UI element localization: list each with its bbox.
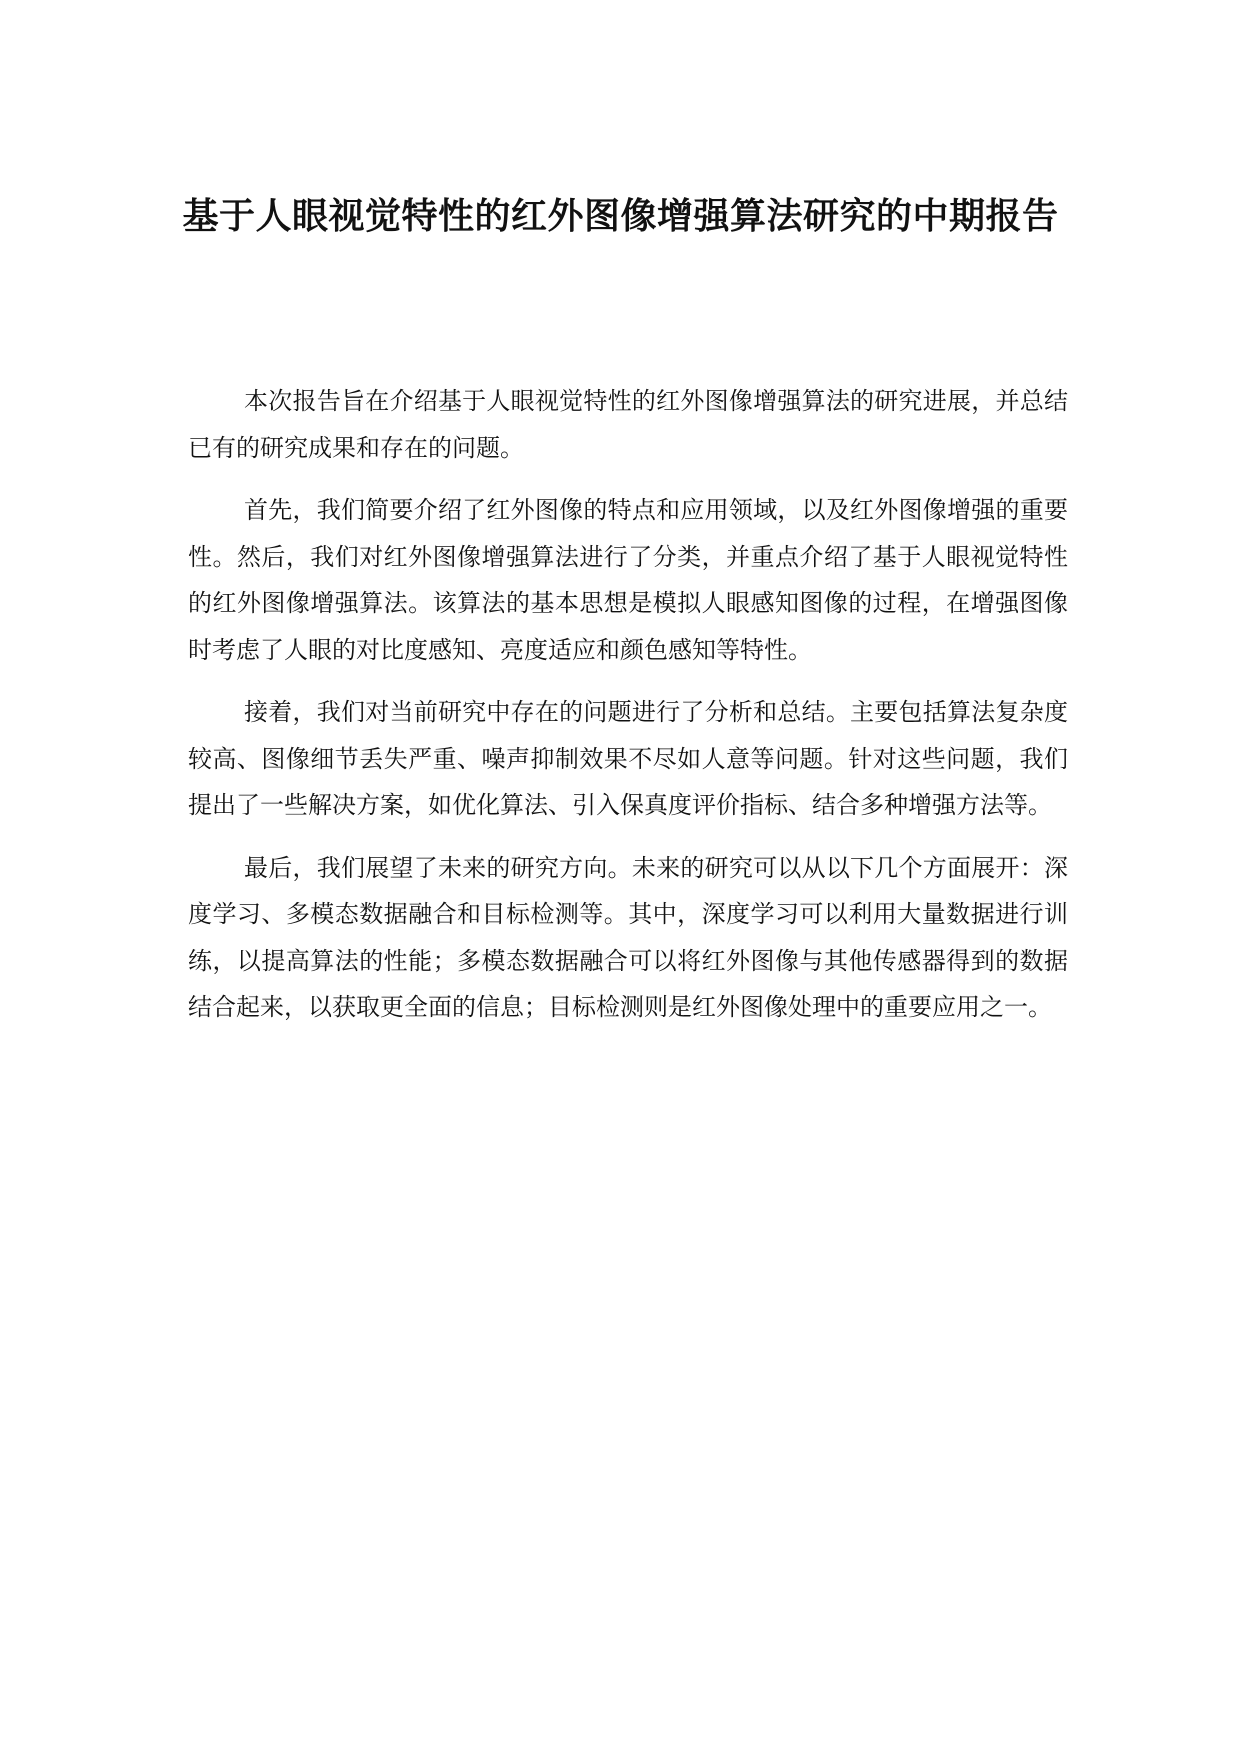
paragraph-background: 首先，我们简要介绍了红外图像的特点和应用领域，以及红外图像增强的重要性。然后，我们对红外图像增强算法进行了分类，并重点介绍了基于人眼视觉特性的红外图像增强算法。该算法的基本思想是模拟人眼感知图像的过程，在增强图像时考虑了人眼的对比度感知、亮度适应和颜色感知等特性。 (188, 496, 1068, 664)
paragraph-problems: 接着，我们对当前研究中存在的问题进行了分析和总结。主要包括算法复杂度较高、图像细节丢失严重、噪声抑制效果不尽如人意等问题。针对这些问题，我们提出了一些解决方案，如优化算法、引入保真度评价指标、结合多种增强方法等。 (188, 698, 1068, 819)
paragraph-intro: 本次报告旨在介绍基于人眼视觉特性的红外图像增强算法的研究进展，并总结已有的研究成果和存在的问题。 (188, 387, 1068, 462)
paragraph-outlook: 最后，我们展望了未来的研究方向。未来的研究可以从以下几个方面展开：深度学习、多模态数据融合和目标检测等。其中，深度学习可以利用大量数据进行训练，以提高算法的性能；多模态数据融合可以将红外图像与其他传感器得到的数据结合起来，以获取更全面的信息；目标检测则是红外图像处理中的重要应用之一。 (188, 853, 1068, 1021)
document-body (188, 378, 1068, 1047)
document-title: 基于人眼视觉特性的红外图像增强算法研究的中期报告 (182, 196, 1059, 237)
